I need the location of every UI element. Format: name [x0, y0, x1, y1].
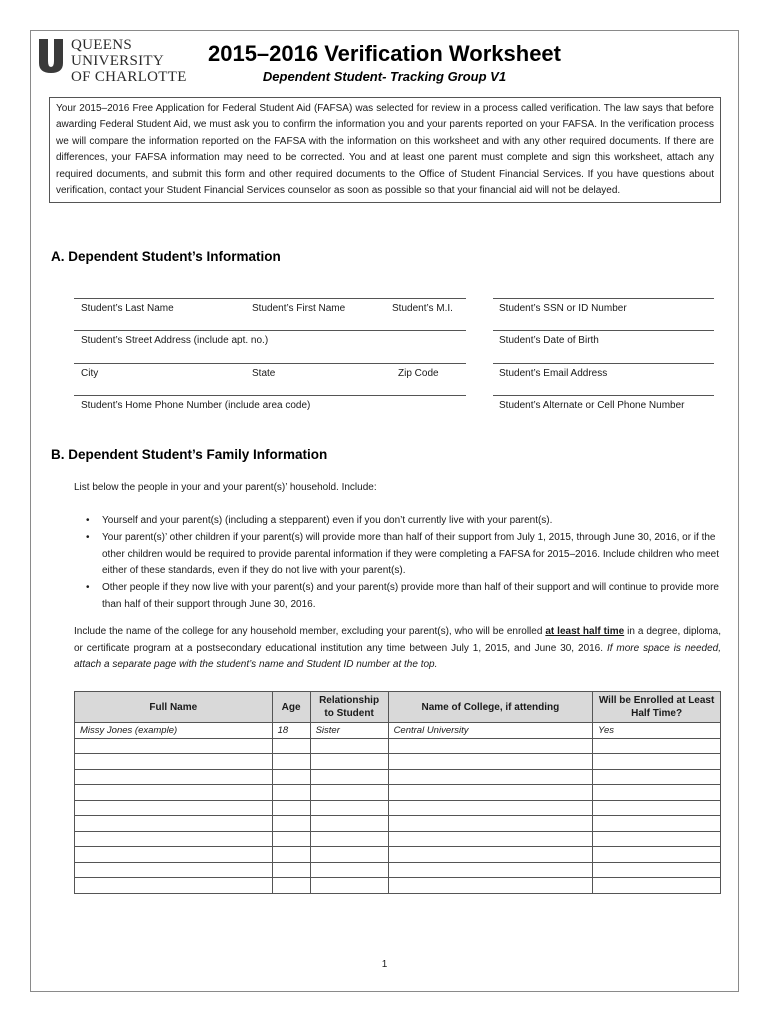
- cell-college[interactable]: [388, 785, 593, 801]
- list-item: [74, 580, 721, 614]
- cell-half-time: Yes: [593, 723, 721, 739]
- page-number: 1: [381, 959, 388, 970]
- cell-age[interactable]: [272, 800, 310, 816]
- table-row: [75, 754, 721, 770]
- worksheet-page: [30, 30, 739, 992]
- section-b-heading: B. Dependent Student’s Family Information: [51, 447, 328, 462]
- cell-age[interactable]: [272, 785, 310, 801]
- dob-field[interactable]: [493, 330, 714, 350]
- cell-age[interactable]: [272, 831, 310, 847]
- street-address-field[interactable]: [74, 330, 466, 350]
- college-note: [74, 624, 721, 674]
- cell-half-time[interactable]: [593, 738, 721, 754]
- bullet-icon: •: [86, 531, 90, 543]
- alt-phone-label: Student’s Alternate or Cell Phone Number: [499, 400, 685, 411]
- home-phone-label: Student’s Home Phone Number (include area code): [81, 400, 311, 411]
- mi-label: Student’s M.I.: [392, 303, 453, 314]
- table-row-example: [75, 723, 721, 739]
- student-name-field[interactable]: [74, 298, 466, 318]
- cell-half-time[interactable]: [593, 862, 721, 878]
- cell-relationship[interactable]: [310, 785, 388, 801]
- cell-college[interactable]: [388, 800, 593, 816]
- zip-label: Zip Code: [398, 368, 439, 379]
- dob-label: Student’s Date of Birth: [499, 335, 599, 346]
- cell-relationship[interactable]: [310, 738, 388, 754]
- list-item: [74, 530, 721, 580]
- college-note-italic: If more space is needed, attach a separate page with the student’s name and Student ID number at the top.: [74, 642, 721, 670]
- home-phone-field[interactable]: [74, 395, 466, 415]
- alt-phone-field[interactable]: [493, 395, 714, 415]
- bullet-icon: •: [86, 515, 90, 526]
- street-label: Student’s Street Address (include apt. no.): [81, 335, 269, 346]
- page-title: 2015–2016 Verification Worksheet: [207, 41, 561, 66]
- household-list-intro: List below the people in your and your parent(s)’ household. Include:: [74, 482, 377, 493]
- table-row: [75, 831, 721, 847]
- cell-full-name[interactable]: [75, 785, 273, 801]
- col-full-name: Full Name: [75, 692, 273, 723]
- cell-full-name[interactable]: [75, 738, 273, 754]
- cell-half-time[interactable]: [593, 800, 721, 816]
- cell-full-name[interactable]: [75, 816, 273, 832]
- cell-half-time[interactable]: [593, 769, 721, 785]
- table-row: [75, 800, 721, 816]
- logo-line-1: QUEENS UNIVERSITY: [71, 37, 164, 69]
- bullet-text: Yourself and your parent(s) (including a stepparent) even if you don’t currently live with your parent(s).: [102, 515, 553, 526]
- cell-full-name: Missy Jones (example): [75, 723, 273, 739]
- first-name-label: Student’s First Name: [252, 303, 346, 314]
- col-age: Age: [272, 692, 310, 723]
- cell-full-name[interactable]: [75, 800, 273, 816]
- cell-college[interactable]: [388, 816, 593, 832]
- cell-age[interactable]: [272, 738, 310, 754]
- cell-college[interactable]: [388, 878, 593, 894]
- col-half-time: Will be Enrolled at Least Half Time?: [593, 692, 721, 723]
- cell-college[interactable]: [388, 831, 593, 847]
- cell-college: Central University: [388, 723, 593, 739]
- cell-relationship[interactable]: [310, 800, 388, 816]
- cell-half-time[interactable]: [593, 816, 721, 832]
- household-bullets: [74, 513, 721, 614]
- table-row: [75, 769, 721, 785]
- cell-half-time[interactable]: [593, 785, 721, 801]
- cell-full-name[interactable]: [75, 769, 273, 785]
- cell-relationship[interactable]: [310, 754, 388, 770]
- cell-full-name[interactable]: [75, 754, 273, 770]
- cell-college[interactable]: [388, 862, 593, 878]
- table-row: [75, 878, 721, 894]
- page-subtitle: Dependent Student- Tracking Group V1: [262, 69, 507, 84]
- bullet-text: Your parent(s)’ other children if your parent(s) will provide more than half of their support from July 1, 2015, through June 30, 2016, or if the other children would be required to provide parental information if they were completing a FAFSA for 2015–2016. Include children who meet either of these standards, even if they do not live with your parent(s).: [102, 531, 720, 577]
- last-name-label: Student’s Last Name: [81, 303, 174, 314]
- cell-full-name[interactable]: [75, 831, 273, 847]
- table-row: [75, 738, 721, 754]
- cell-full-name[interactable]: [75, 878, 273, 894]
- cell-college[interactable]: [388, 847, 593, 863]
- logo-line-2: OF CHARLOTTE: [71, 69, 187, 85]
- cell-age[interactable]: [272, 816, 310, 832]
- cell-age[interactable]: [272, 878, 310, 894]
- cell-relationship[interactable]: [310, 769, 388, 785]
- section-a-heading: A. Dependent Student’s Information: [51, 249, 281, 264]
- household-table: [74, 691, 721, 894]
- cell-relationship[interactable]: [310, 862, 388, 878]
- cell-half-time[interactable]: [593, 754, 721, 770]
- city-label: City: [81, 368, 99, 379]
- cell-college[interactable]: [388, 738, 593, 754]
- city-state-zip-field[interactable]: [74, 363, 466, 383]
- cell-half-time[interactable]: [593, 847, 721, 863]
- cell-relationship[interactable]: [310, 847, 388, 863]
- cell-relationship[interactable]: [310, 816, 388, 832]
- col-college: Name of College, if attending: [388, 692, 593, 723]
- cell-age[interactable]: [272, 847, 310, 863]
- state-label: State: [252, 368, 276, 379]
- table-row: [75, 816, 721, 832]
- ssn-field[interactable]: [493, 298, 714, 318]
- college-note-text: Include the name of the college for any household member, excluding your parent(s), who will be enrolled: [74, 626, 546, 637]
- ssn-label: Student’s SSN or ID Number: [499, 303, 627, 314]
- cell-full-name[interactable]: [75, 862, 273, 878]
- cell-full-name[interactable]: [75, 847, 273, 863]
- college-note-text-2: in a degree, diploma, or certificate program at a postsecondary educational institution any time between July 1, 2015, and June 30, 2016.: [74, 626, 722, 654]
- table-row: [75, 862, 721, 878]
- email-field[interactable]: [493, 363, 714, 383]
- email-label: Student’s Email Address: [499, 368, 608, 379]
- cell-age[interactable]: [272, 769, 310, 785]
- cell-relationship[interactable]: [310, 831, 388, 847]
- bullet-icon: •: [86, 582, 90, 594]
- intro-paragraph: Your 2015–2016 Free Application for Federal Student Aid (FAFSA) was selected for review in a process called verification. The law says that before awarding Federal Student Aid, we must ask you to confirm the information you and your parents reported on your FAFSA. In the verification process we will compare the information reported on the FAFSA with the information on this worksheet and with any other required documents. If there are differences, your FAFSA information may need to be corrected. You and at least one parent must complete and sign this worksheet, attach any required documents, and submit this form and other required documents to the Office of Student Financial Services. If you have questions about verification, contact your Student Financial Services counselor as soon as possible so that your financial aid will not be delayed.: [49, 97, 721, 203]
- table-header-row: [75, 692, 721, 723]
- table-row: [75, 847, 721, 863]
- col-relationship: Relationship to Student: [310, 692, 388, 723]
- cell-relationship[interactable]: [310, 878, 388, 894]
- cell-relationship: Sister: [310, 723, 388, 739]
- college-note-emphasis: at least half time: [545, 626, 625, 637]
- cell-college[interactable]: [388, 769, 593, 785]
- cell-half-time[interactable]: [593, 831, 721, 847]
- cell-half-time[interactable]: [593, 878, 721, 894]
- cell-age[interactable]: [272, 754, 310, 770]
- list-item: [74, 513, 721, 530]
- cell-age[interactable]: [272, 862, 310, 878]
- cell-college[interactable]: [388, 754, 593, 770]
- bullet-text: Other people if they now live with your parent(s) and your parent(s) provide more than half of their support and will continue to provide more than half of their support through June 30, 2016.: [102, 582, 719, 610]
- cell-age: 18: [272, 723, 310, 739]
- table-row: [75, 785, 721, 801]
